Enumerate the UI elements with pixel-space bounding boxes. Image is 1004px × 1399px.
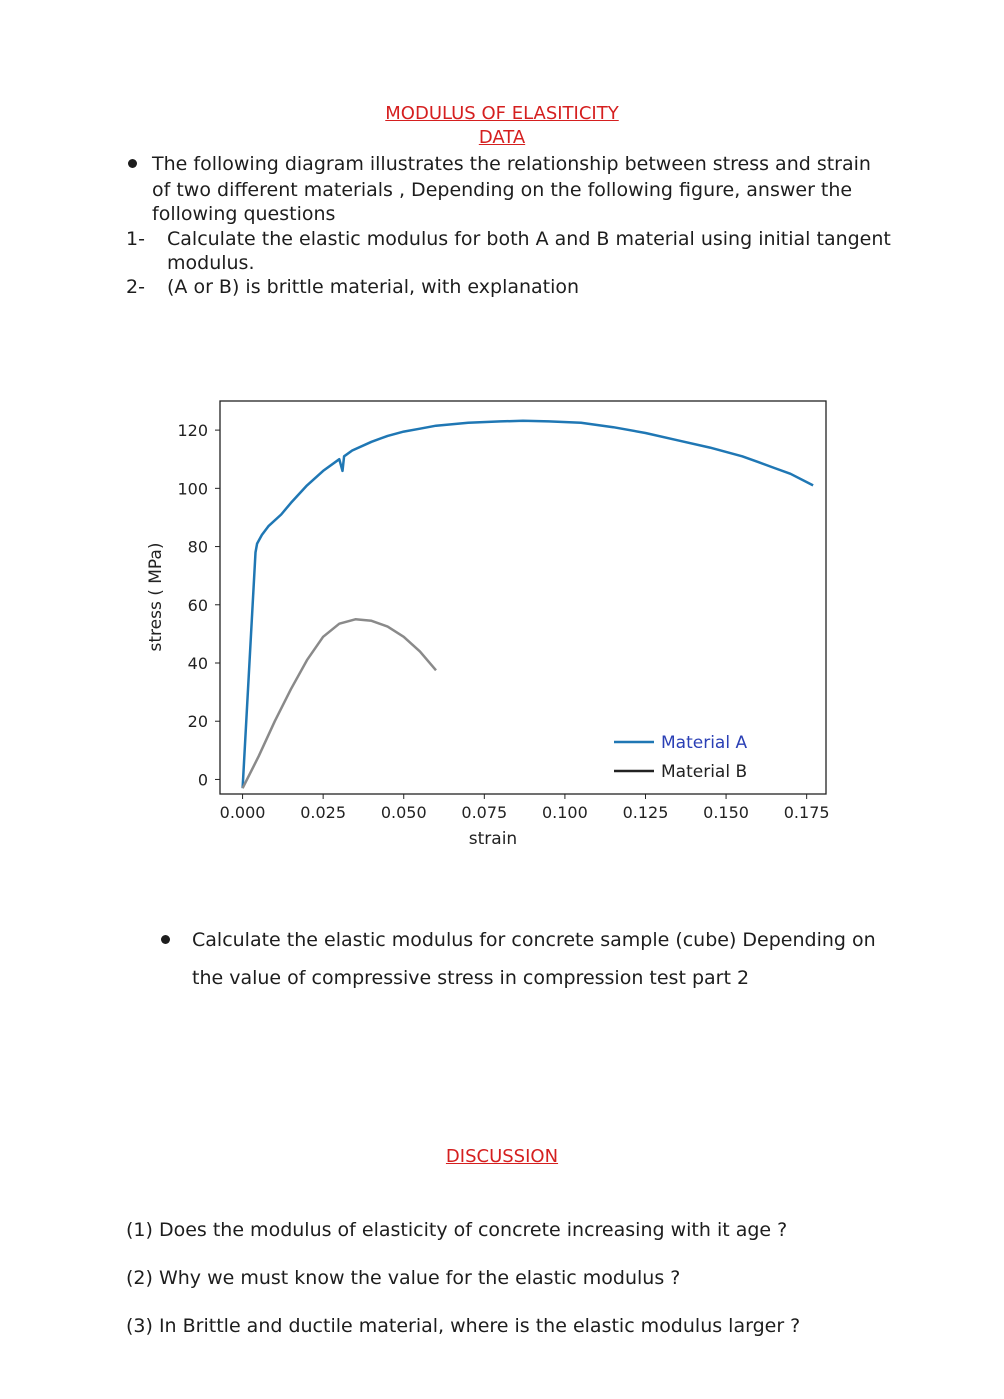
- legend-label-material-a: Material A: [661, 733, 748, 753]
- intro-line-1: The following diagram illustrates the relationship between stress and strain: [152, 153, 871, 175]
- x-tick-label: 0.050: [380, 803, 427, 822]
- legend: [614, 733, 747, 782]
- question-1-line-1: Calculate the elastic modulus for both A and B material using initial tangent: [167, 228, 891, 250]
- question-1-line-2: modulus.: [167, 252, 255, 274]
- y-tick-label: 80: [187, 537, 208, 557]
- y-tick-label: 40: [187, 654, 208, 673]
- x-tick-label: 0.125: [622, 803, 669, 822]
- series-line-material-b: [243, 619, 436, 788]
- bullet-icon: [161, 935, 170, 944]
- y-tick-label: 60: [187, 595, 208, 615]
- y-tick-label: 100: [177, 479, 208, 499]
- concrete-bullet-line-1: Calculate the elastic modulus for concrete sample (cube) Depending on: [192, 929, 876, 951]
- discussion-item-2: (2) Why we must know the value for the elastic modulus ?: [126, 1267, 681, 1289]
- x-axis-label: strain: [468, 829, 518, 849]
- discussion-item-1: (1) Does the modulus of elasticity of concrete increasing with it age ?: [126, 1219, 788, 1241]
- page-title: MODULUS OF ELASITICITY: [385, 103, 619, 124]
- question-2-line-1: (A or B) is brittle material, with explanation: [167, 276, 580, 298]
- y-axis-label: stress ( MPa): [146, 542, 166, 652]
- discussion-item-3: (3) In Brittle and ductile material, where is the elastic modulus larger ?: [126, 1315, 801, 1337]
- x-tick-label: 0.175: [783, 803, 830, 822]
- x-tick-label: 0.100: [541, 803, 588, 822]
- intro-line-2: of two different materials , Depending on the following figure, answer the: [152, 179, 853, 201]
- bullet-icon: [128, 159, 137, 168]
- y-tick-label: 120: [177, 421, 208, 441]
- x-tick-label: 0.000: [219, 803, 266, 822]
- question-1-number: 1-: [126, 228, 145, 250]
- discussion-title: DISCUSSION: [445, 1146, 559, 1167]
- section-title-data: DATA: [478, 127, 526, 148]
- legend-label-material-b: Material B: [661, 762, 748, 782]
- y-tick-label: 0: [197, 770, 208, 790]
- x-tick-label: 0.025: [300, 803, 347, 822]
- concrete-bullet-line-2: the value of compressive stress in compression test part 2: [192, 967, 750, 989]
- intro-line-3: following questions: [152, 203, 336, 225]
- y-tick-label: 20: [187, 712, 208, 732]
- question-2-number: 2-: [126, 276, 145, 298]
- x-tick-label: 0.075: [461, 803, 508, 822]
- x-tick-label: 0.150: [703, 803, 749, 822]
- stress-strain-chart: [130, 385, 850, 865]
